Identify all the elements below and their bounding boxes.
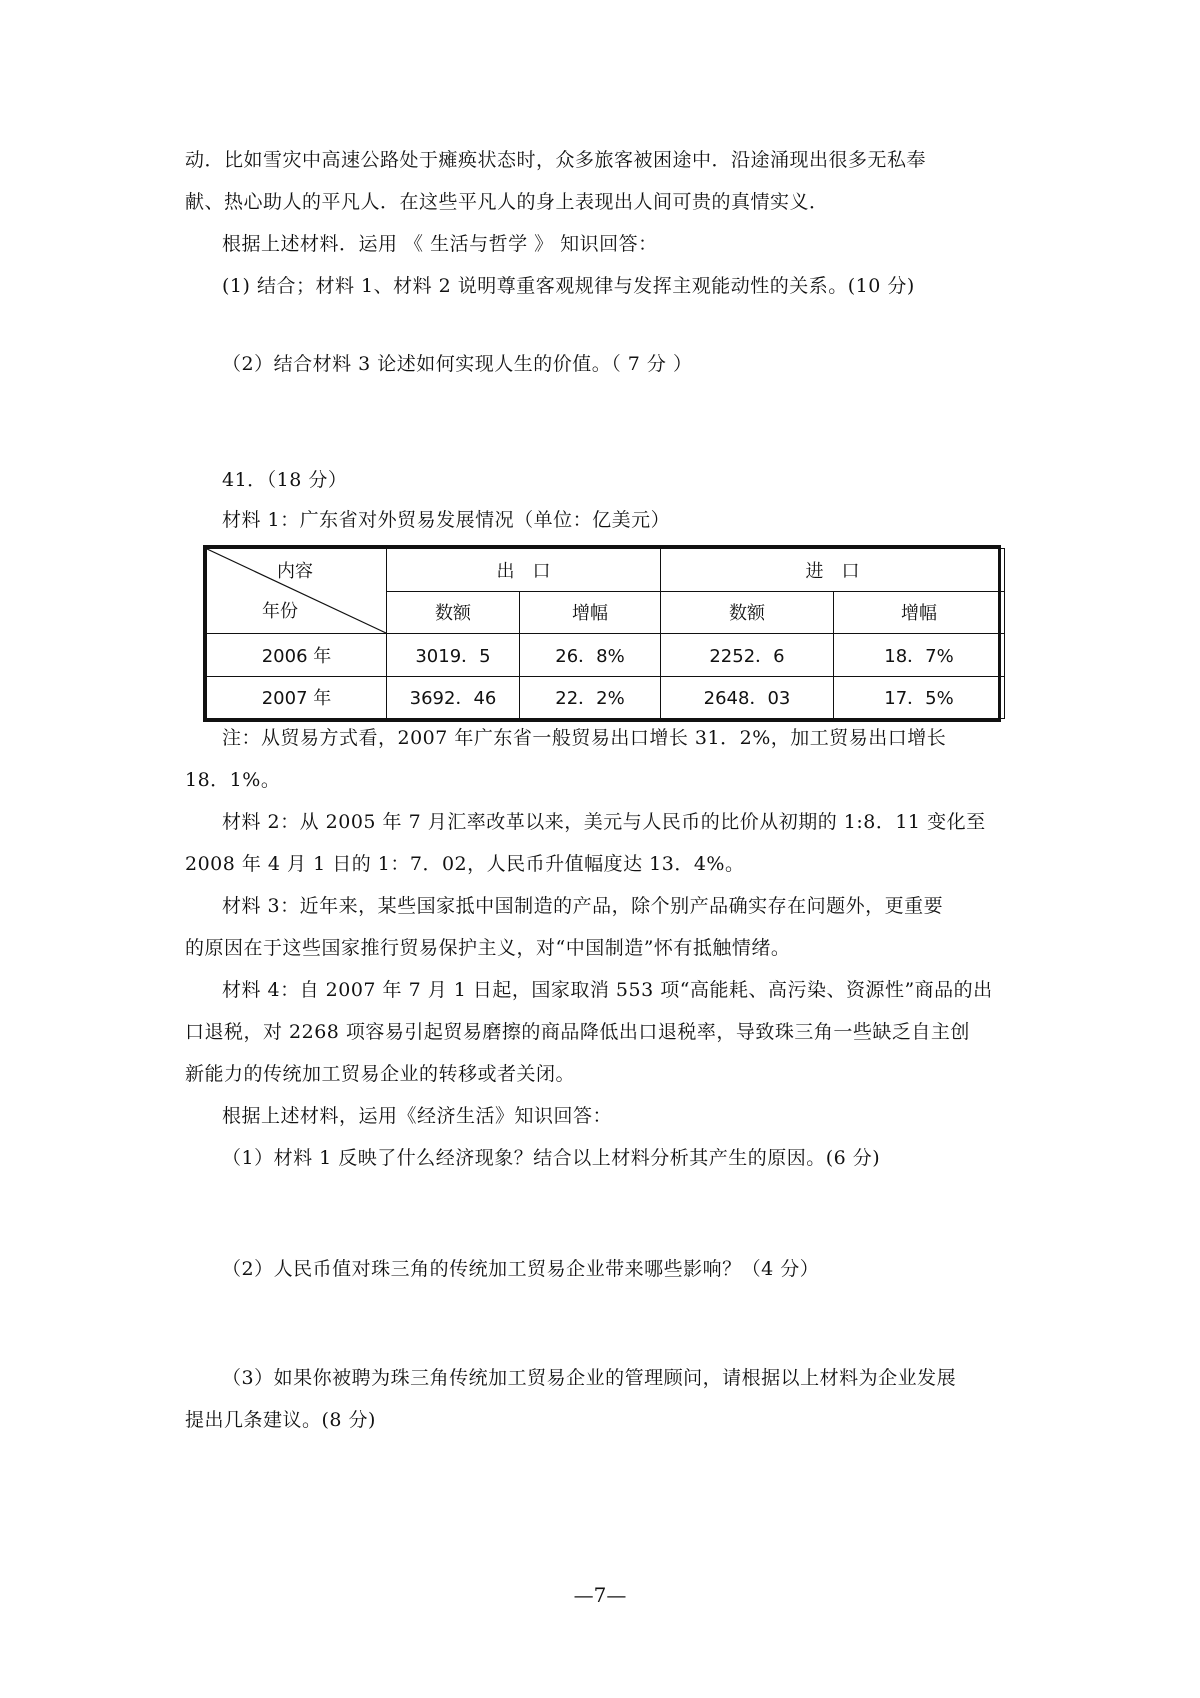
import-amount-cell: 2648．03 — [661, 676, 834, 719]
import-header: 进 口 — [661, 549, 1005, 592]
table-note-cont: 18．1%。 — [185, 769, 281, 791]
import-growth-cell: 18．7% — [834, 634, 1005, 677]
export-growth-cell: 26．8% — [520, 634, 661, 677]
import-amount-cell: 2252．6 — [661, 634, 834, 677]
material-2: 材料 2：从 2005 年 7 月汇率改革以来，美元与人民币的比价从初期的 1:8．11 变化至 — [222, 811, 986, 833]
material-4-cont: 口退税，对 2268 项容易引起贸易磨擦的商品降低出口退税率，导致珠三角一些缺乏自主创 — [185, 1021, 970, 1043]
material-3: 材料 3：近年来，某些国家抵中国制造的产品，除个别产品确实存在问题外，更重要 — [222, 895, 944, 917]
trade-table — [206, 548, 1005, 719]
table-row — [207, 676, 1005, 719]
corner-year-label: 年份 — [262, 601, 298, 622]
material-3-cont: 的原因在于这些国家推行贸易保护主义，对“中国制造”怀有抵触情绪。 — [185, 937, 791, 959]
paragraph-line: 献、热心助人的平凡人．在这些平凡人的身上表现出人间可贵的真情实义． — [185, 191, 829, 213]
import-growth-cell: 17．5% — [834, 676, 1005, 719]
question-41-3: （3）如果你被聘为珠三角传统加工贸易企业的管理顾问，请根据以上材料为企业发展 — [222, 1367, 957, 1389]
question-41-heading: 41．（18 分） — [222, 469, 348, 491]
question-41-2: （2）人民币值对珠三角的传统加工贸易企业带来哪些影响？（4 分） — [222, 1258, 820, 1280]
question-1: (1) 结合；材料 1、材料 2 说明尊重客观规律与发挥主观能动性的关系。(10 分) — [222, 275, 915, 297]
year-cell: 2007 年 — [207, 676, 387, 719]
paragraph-line: 动．比如雪灾中高速公路处于瘫痪状态时，众多旅客被困途中．沿途涌现出很多无私奉 — [185, 149, 927, 171]
trade-table-frame — [203, 545, 1001, 722]
export-growth-cell: 22．2% — [520, 676, 661, 719]
material-4: 材料 4：自 2007 年 7 月 1 日起，国家取消 553 项“高能耗、高污染、资源性”商品的出 — [222, 979, 993, 1001]
export-amount-cell: 3692．46 — [387, 676, 520, 719]
year-cell: 2006 年 — [207, 634, 387, 677]
table-row — [207, 634, 1005, 677]
material-4-cont: 新能力的传统加工贸易企业的转移或者关闭。 — [185, 1063, 576, 1085]
export-amount-cell: 3019．5 — [387, 634, 520, 677]
instruction-line: 根据上述材料．运用 《 生活与哲学 》 知识回答： — [222, 233, 658, 255]
question-2: （2）结合材料 3 论述如何实现人生的价值。（ 7 分 ） — [222, 353, 693, 375]
export-header: 出 口 — [387, 549, 661, 592]
corner-content-label: 内容 — [277, 561, 313, 582]
material-2-cont: 2008 年 4 月 1 日的 1：7．02，人民币升值幅度达 13．4%。 — [185, 853, 745, 875]
export-amount-header: 数额 — [387, 591, 520, 634]
import-amount-header: 数额 — [661, 591, 834, 634]
question-41-3-cont: 提出几条建议。(8 分) — [185, 1409, 376, 1431]
table-note: 注：从贸易方式看，2007 年广东省一般贸易出口增长 31．2%，加工贸易出口增长 — [222, 727, 947, 749]
instruction-line: 根据上述材料，运用《经济生活》知识回答： — [222, 1105, 613, 1127]
export-growth-header: 增幅 — [520, 591, 661, 634]
page-number: —7— — [573, 1583, 627, 1607]
material-1-title: 材料 1：广东省对外贸易发展情况（单位：亿美元） — [222, 509, 671, 531]
import-growth-header: 增幅 — [834, 591, 1005, 634]
table-corner-cell — [207, 549, 387, 634]
question-41-1: （1）材料 1 反映了什么经济现象？结合以上材料分析其产生的原因。(6 分) — [222, 1147, 881, 1169]
